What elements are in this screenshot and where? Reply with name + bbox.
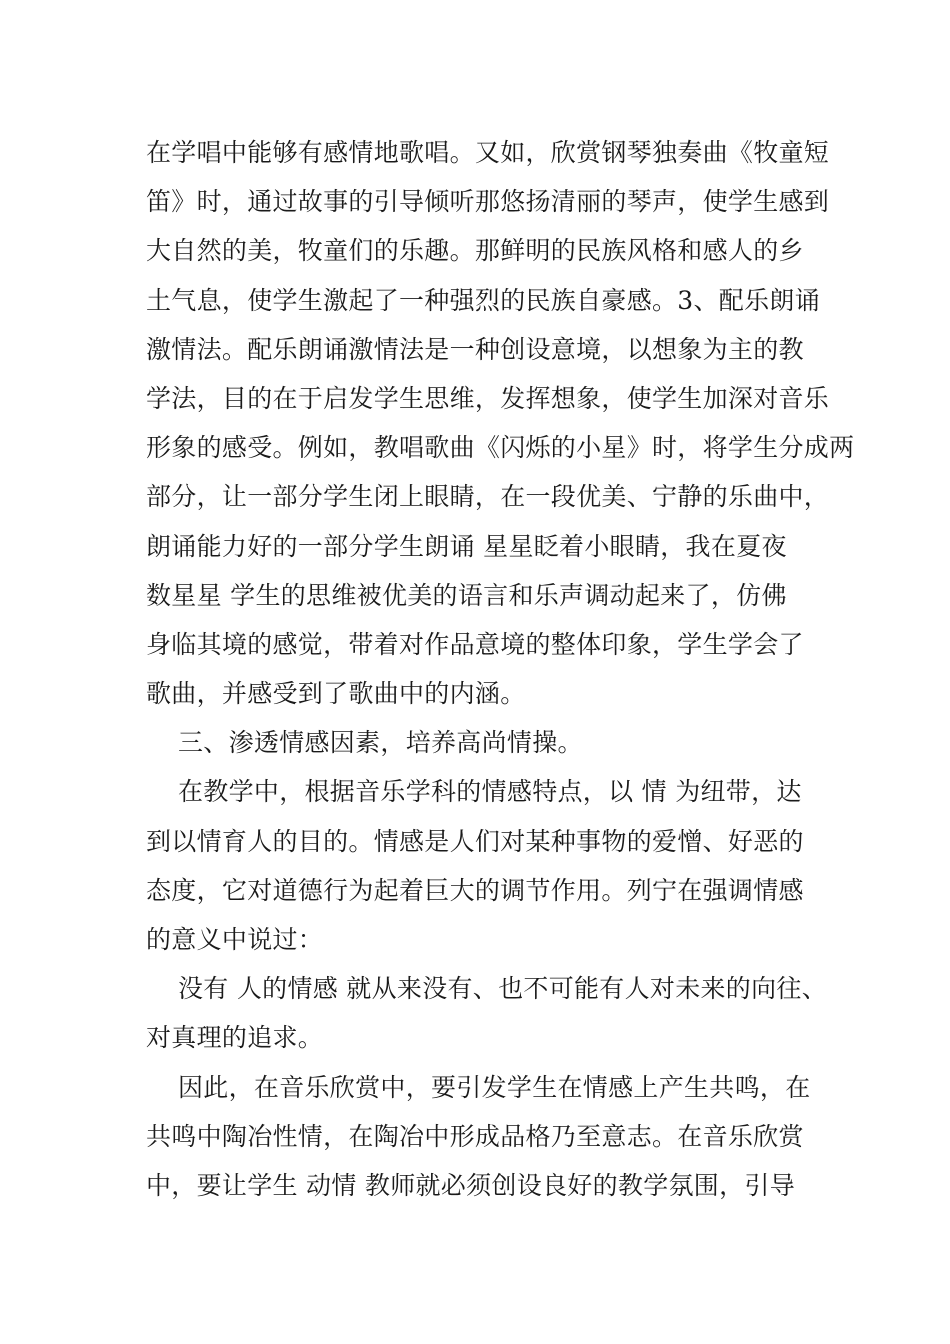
text-line: 在教学中，根据音乐学科的情感特点，以 情 为纽带，达 xyxy=(178,777,802,807)
text-line: 共鸣中陶冶性情，在陶冶中形成品格乃至意志。在音乐欣赏 xyxy=(146,1121,804,1151)
text-line: 激情法。配乐朗诵激情法是一种创设意境，以想象为主的教 xyxy=(146,334,804,364)
text-line: 学法，目的在于启发学生思维，发挥想象，使学生加深对音乐 xyxy=(146,383,830,413)
text-line: 大自然的美，牧童们的乐趣。那鲜明的民族风格和感人的乡 xyxy=(146,236,804,266)
text-line: 形象的感受。例如，教唱歌曲《闪烁的小星》时，将学生分成两 xyxy=(146,433,855,463)
text-line: 身临其境的感觉，带着对作品意境的整体印象，学生学会了 xyxy=(146,629,804,659)
text-line: 歌曲，并感受到了歌曲中的内涵。 xyxy=(146,679,526,709)
text-line: 态度，它对道德行为起着巨大的调节作用。列宁在强调情感 xyxy=(146,875,804,905)
quote-line: 对真理的追求。 xyxy=(146,1023,324,1053)
text-line: 土气息，使学生激起了一种强烈的民族自豪感。3、配乐朗诵 xyxy=(146,285,821,315)
text-line: 中，要让学生 动情 教师就必须创设良好的教学氛围，引导 xyxy=(146,1170,795,1200)
text-line: 数星星 学生的思维被优美的语言和乐声调动起来了，仿佛 xyxy=(146,580,787,610)
text-line: 的意义中说过： xyxy=(146,925,324,954)
document-body xyxy=(146,128,855,1210)
quote-line: 没有 人的情感 就从来没有、也不可能有人对未来的向往、 xyxy=(178,974,827,1004)
text-line: 笛》时，通过故事的引导倾听那悠扬清丽的琴声，使学生感到 xyxy=(146,187,830,217)
section-heading: 三、渗透情感因素，培养高尚情操。 xyxy=(178,728,583,758)
text-line: 在学唱中能够有感情地歌唱。又如，欣赏钢琴独奏曲《牧童短 xyxy=(146,138,830,167)
text-line: 朗诵能力好的一部分学生朗诵 星星眨着小眼睛，我在夏夜 xyxy=(146,531,787,561)
text-line: 部分，让一部分学生闭上眼睛，在一段优美、宁静的乐曲中， xyxy=(146,482,830,512)
text-line: 到以情育人的目的。情感是人们对某种事物的爱憎、好恶的 xyxy=(146,826,804,856)
text-line: 因此，在音乐欣赏中，要引发学生在情感上产生共鸣，在 xyxy=(178,1072,811,1102)
